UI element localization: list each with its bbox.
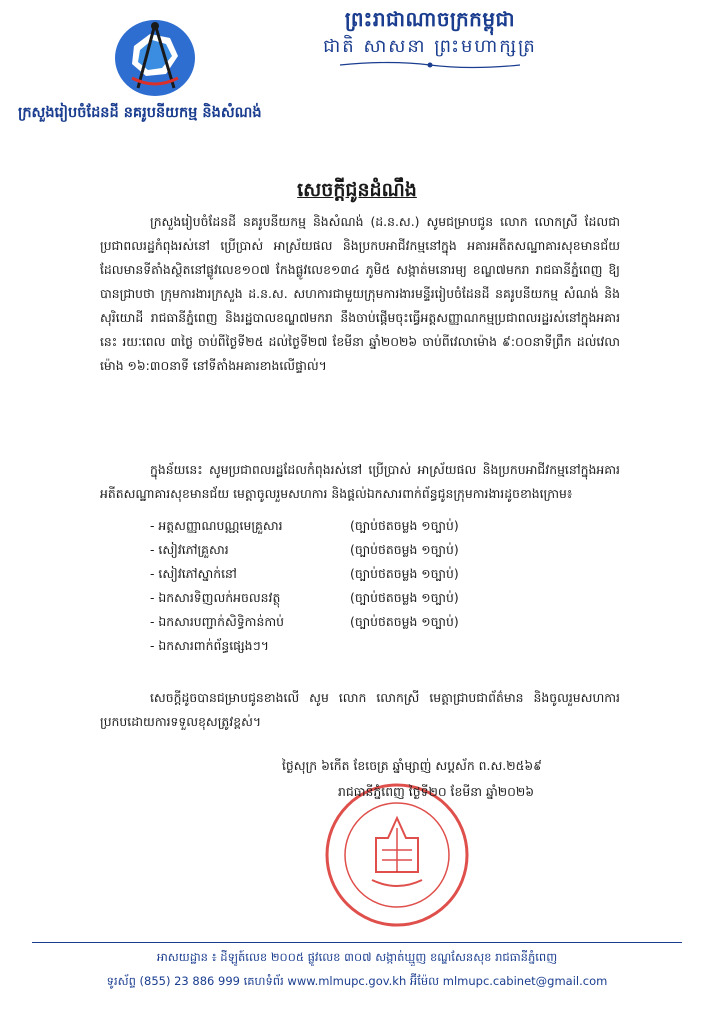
list-item — [150, 586, 620, 610]
ministry-logo — [112, 16, 198, 98]
document-item: - ឯកសារទិញលក់អចលនវត្ថុ — [150, 590, 281, 605]
motto-heading: ជាតិ សាសនា ព្រះមហាក្សត្រ — [323, 36, 537, 57]
document-qty: (ច្បាប់ថតចម្លង ១ច្បាប់) — [350, 542, 459, 557]
document-qty — [350, 634, 580, 658]
notice-paragraph-2: ក្នុងន័យនេះ សូមប្រជាពលរដ្ឋដែលកំពុងរស់នៅ ប្រើប្រាស់ អាស្រ័យផល និងប្រកបអាជីវកម្មនៅក្នុងអគារអតីតសណ្ឋាគារសុខមានជ័យ មេត្តាចូលរួមសហការ និងផ្តល់ឯកសារពាក់ព័ន្ធជូនក្រុមការងារដូចខាងក្រោម៖ — [100, 462, 620, 501]
document-qty: (ច្បាប់ថតចម្លង ១ច្បាប់) — [350, 590, 459, 605]
document-item: - ឯកសារពាក់ព័ន្ធផ្សេងៗ។ — [150, 638, 269, 653]
footer-address: អាសយដ្ឋាន ៖ ដីឡូត៍លេខ ២០០៥ ផ្លូវលេខ ៣០៧ សង្កាត់ឃ្មួញ ខណ្ឌសែនសុខ រាជធានីភ្នំពេញ — [156, 950, 558, 964]
kingdom-heading: ព្រះរាជាណាចក្រកម្ពុជា — [344, 7, 516, 31]
ministry-name: ក្រសួងរៀបចំដែនដី នគរូបនីយកម្ម និងសំណង់ — [18, 105, 262, 121]
footer-divider — [32, 942, 682, 943]
document-qty: (ច្បាប់ថតចម្លង ១ច្បាប់) — [350, 614, 459, 629]
notice-paragraph-3: សេចក្តីដូចបានជម្រាបជូនខាងលើ សូម លោក លោកស្រី មេត្តាជ្រាបជាព័ត៌មាន និងចូលរួមសហការប្រកបដោយការទទួលខុសត្រូវខ្ពស់។ — [100, 690, 620, 729]
list-item — [150, 610, 620, 634]
document-qty: (ច្បាប់ថតចម្លង ១ច្បាប់) — [350, 518, 459, 533]
list-item — [150, 538, 620, 562]
date-solar: រាជធានីភ្នំពេញ ថ្ងៃទី២០ ខែមីនា ឆ្នាំ២០២៦ — [338, 784, 535, 799]
document-qty: (ច្បាប់ថតចម្លង ១ច្បាប់) — [350, 566, 459, 581]
document-list — [150, 514, 620, 658]
list-item — [150, 514, 620, 538]
notice-paragraph-1: ក្រសួងរៀបចំដែនដី នគរូបនីយកម្ម និងសំណង់ (ដ.ន.ស.) សូមជម្រាបជូន លោក លោកស្រី ដែលជាប្រជាពលរដ្ឋកំពុងរស់នៅ ប្រើប្រាស់ អាស្រ័យផល និងប្រកបអាជីវកម្មនៅក្នុង អគារអតីតសណ្ឋាគារសុខមានជ័យ ដែលមានទីតាំងស្ថិតនៅផ្លូវលេខ១០៧ កែងផ្លូវលេខ១៣៤ ភូមិ៥ សង្កាត់មនោរម្យ ខណ្ឌ៧មករា រាជធានីភ្នំពេញ ឱ្យបានជ្រាបថា ក្រុមការងារក្រសួង ដ.ន.ស. សហការជាមួយក្រុមការងារមន្ទីររៀបចំដែនដី នគរូបនីយកម្ម សំណង់ និងសុរិយោដី រាជធានីភ្នំពេញ និងរដ្ឋបាលខណ្ឌ៧មករា នឹងចាប់ផ្តើមចុះធ្វើអត្តសញ្ញាណកម្មប្រជាពលរដ្ឋរស់នៅក្នុងអគារនេះ រយៈពេល ៣ថ្ងៃ ចាប់ពីថ្ងៃទី២៥ ដល់ថ្ងៃទី២៧ ខែមីនា ឆ្នាំ២០២៦ ចាប់ពីវេលាម៉ោង ៩:០០នាទីព្រឹក ដល់វេលាម៉ោង ១៦:៣០នាទី នៅទីតាំងអគារខាងលើផ្ទាល់។ — [100, 214, 620, 373]
page-title: សេចក្តីជូនដំណឹង — [297, 179, 417, 201]
document-item: - សៀវភៅគ្រួសារ — [150, 542, 229, 557]
ornament-divider-icon — [330, 58, 530, 72]
document-item: - អត្តសញ្ញាណបណ្ណមេគ្រួសារ — [150, 518, 283, 533]
date-lunar: ថ្ងៃសុក្រ ៦កើត ខែចេត្រ ឆ្នាំម្សាញ់ សប្តស័ក ព.ស.២៥៦៩ — [282, 758, 542, 773]
document-item: - សៀវភៅស្នាក់នៅ — [150, 566, 237, 581]
list-item — [150, 562, 620, 586]
footer-contact: ទូរស័ព្ទ (855) 23 886 999 គេហទំព័រ www.mlmupc.gov.kh អ៊ីម៉ែល mlmupc.cabinet@gmail.com — [106, 974, 608, 988]
document-item: - ឯកសារបញ្ជាក់សិទ្ធិកាន់កាប់ — [150, 614, 285, 629]
list-item — [150, 634, 620, 658]
